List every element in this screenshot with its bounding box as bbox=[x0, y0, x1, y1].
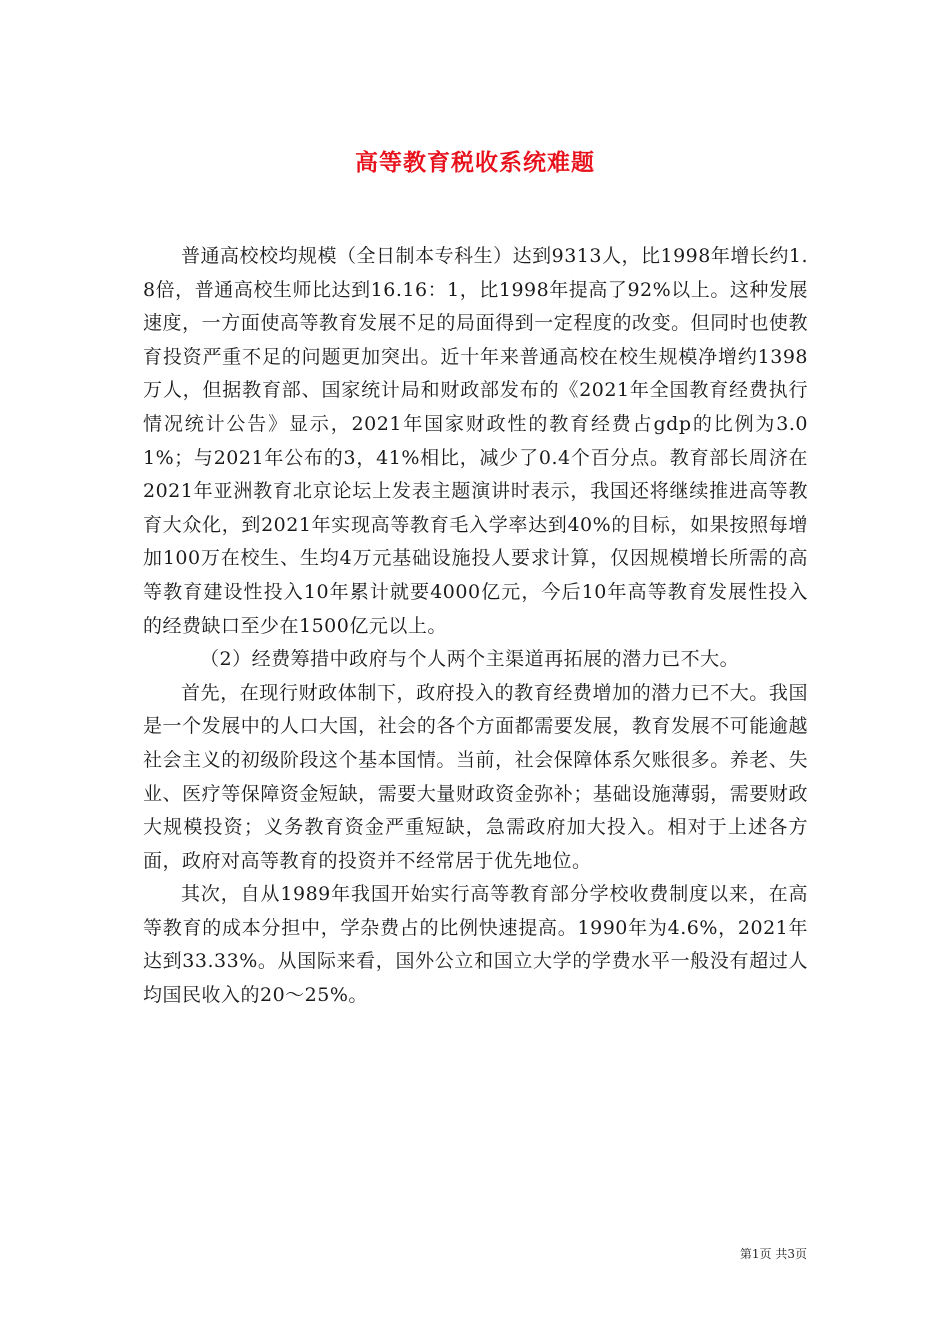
paragraph-4: 其次，自从1989年我国开始实行高等教育部分学校收费制度以来，在高等教育的成本分担中，学杂费占的比例快速提高。1990年为4.6%，2021年达到33.33%。从国际来看，国外公立和国立大学的学费水平一般没有超过人均国民收入的20～25%。 bbox=[143, 883, 808, 1007]
page-number-footer: 第1页 共3页 bbox=[739, 1247, 807, 1261]
paragraph-2-subheading: （2）经费筹措中政府与个人两个主渠道再拓展的潜力已不大。 bbox=[200, 648, 740, 671]
paragraph-3: 首先，在现行财政体制下，政府投入的教育经费增加的潜力已不大。我国是一个发展中的人口大国，社会的各个方面都需要发展，教育发展不可能逾越社会主义的初级阶段这个基本国情。当前，社会保障体系欠账很多。养老、失业、医疗等保障资金短缺，需要大量财政资金弥补；基础设施薄弱，需要财政大规模投资；义务教育资金严重短缺，急需政府加大投入。相对于上述各方面，政府对高等教育的投资并不经常居于优先地位。 bbox=[143, 681, 808, 872]
paragraph-1: 普通高校校均规模（全日制本专科生）达到9313人，比1998年增长约1.8倍，普通高校生师比达到16.16：1，比1998年提高了92%以上。这种发展速度，一方面使高等教育发展不足的局面得到一定程度的改变。但同时也使教育投资严重不足的问题更加突出。近十年来普通高校在校生规模净增约1398万人，但据教育部、国家统计局和财政部发布的《2021年全国教育经费执行情况统计公告》显示，2021年国家财政性的教育经费占gdp的比例为3.01%；与2021年公布的3，41%相比，减少了0.4个百分点。教育部长周济在2021年亚洲教育北京论坛上发表主题演讲时表示，我国还将继续推进高等教育大众化，到2021年实现高等教育毛入学率达到40%的目标，如果按照每增加100万在校生、生均4万元基础设施投人要求计算，仅因规模增长所需的高等教育建设性投入10年累计就要4000亿元，今后10年高等教育发展性投入的经费缺口至少在1500亿元以上。 bbox=[143, 245, 808, 637]
document-body bbox=[143, 240, 808, 1013]
document-title: 高等教育税收系统难题 bbox=[355, 149, 595, 177]
